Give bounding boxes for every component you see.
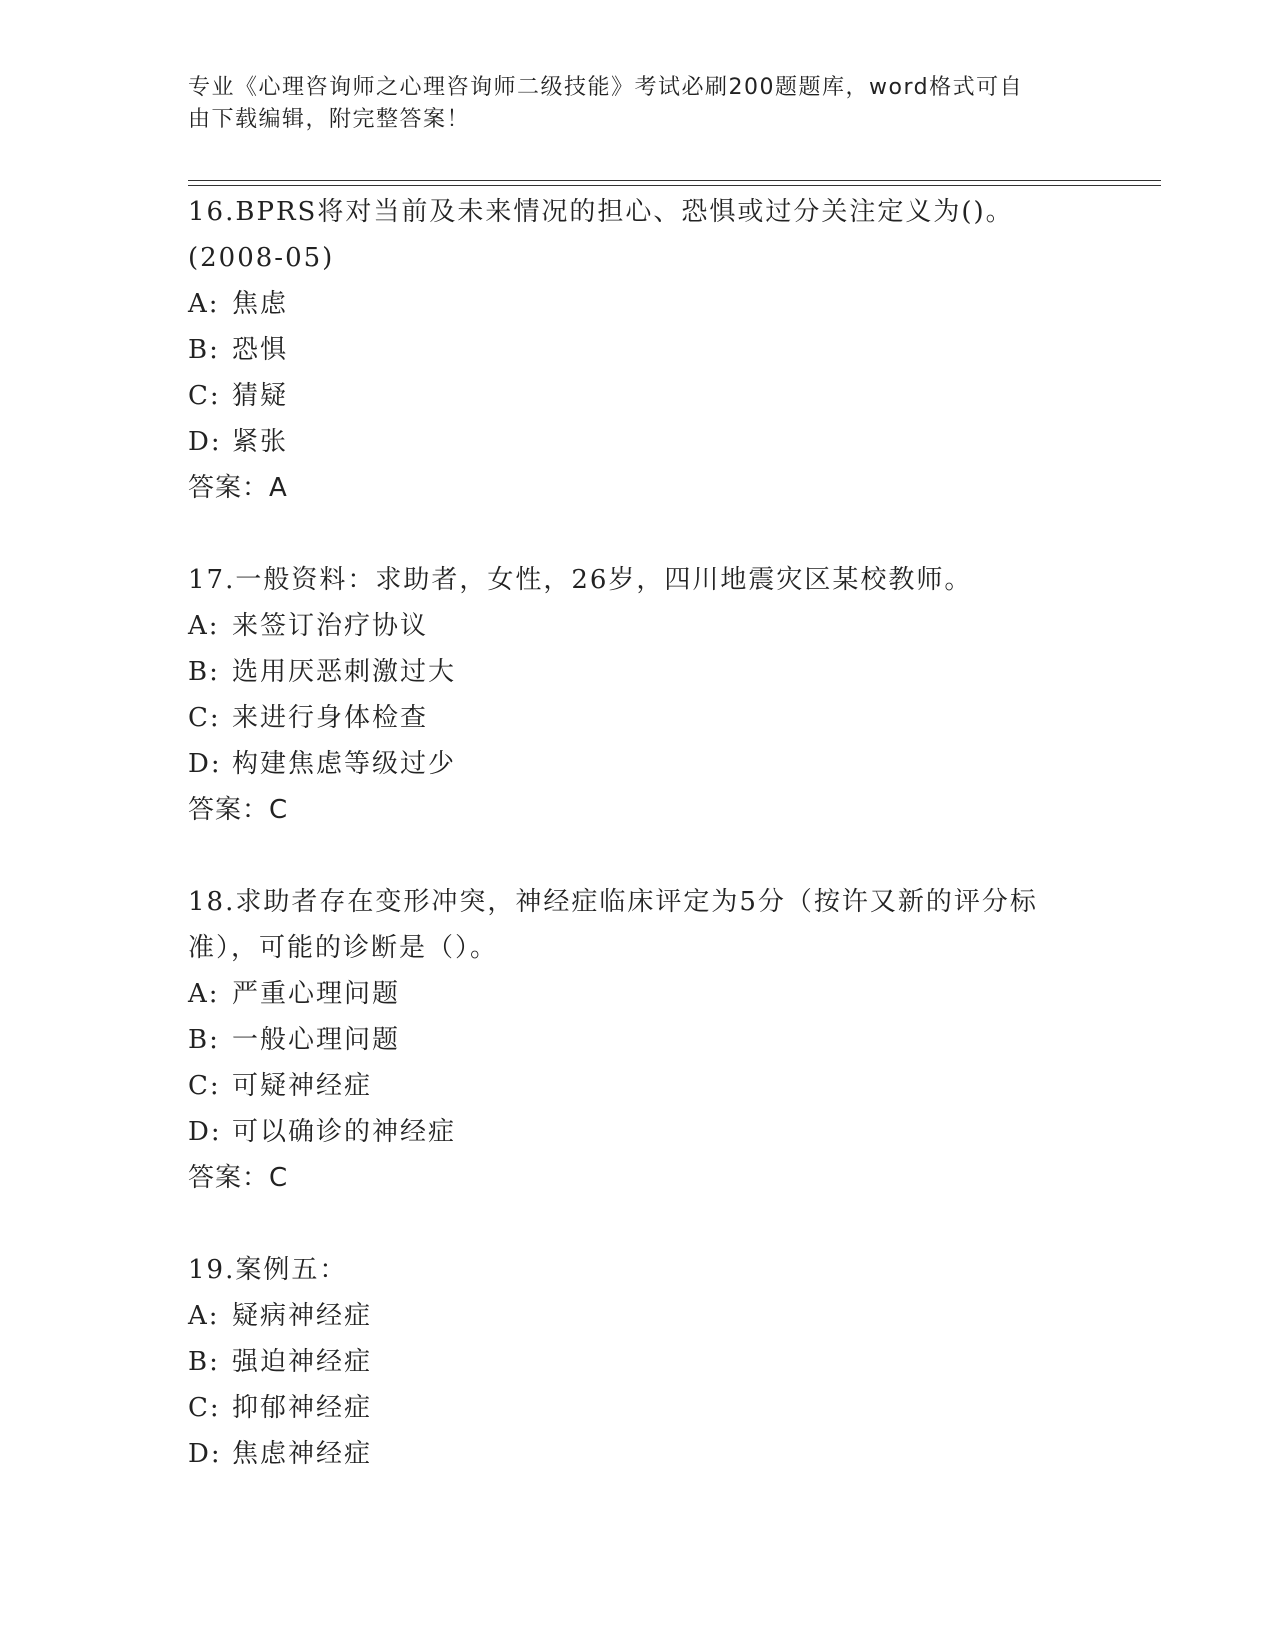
option-letter: C: (188, 381, 221, 411)
answer-line: 答案：A (188, 473, 288, 503)
question-block (188, 1247, 1088, 1477)
option-letter: C: (188, 1393, 221, 1423)
option-text: 强迫神经症 (232, 1347, 373, 1377)
header-rule-top (188, 180, 1161, 181)
question-stem: 16.BPRS将对当前及未来情况的担心、恐惧或过分关注定义为()。 (188, 197, 1014, 227)
question-stem: 18.求助者存在变形冲突，神经症临床评定为5分（按许又新的评分标 (188, 887, 1038, 917)
option-letter: D: (188, 1439, 222, 1469)
option-letter: B: (188, 1025, 220, 1055)
question-list (188, 189, 1088, 1477)
header-line-2: 由下载编辑，附完整答案！ (188, 107, 471, 132)
option-d (188, 1431, 1088, 1477)
question-block (188, 189, 1088, 511)
question-stem-continued: (2008-05) (188, 243, 335, 273)
option-letter: A: (188, 611, 220, 641)
answer-line: 答案：C (188, 1163, 289, 1193)
question-stem: 19.案例五： (188, 1255, 348, 1285)
option-letter: B: (188, 335, 220, 365)
option-text: 严重心理问题 (232, 979, 401, 1009)
option-text: 选用厌恶刺激过大 (232, 657, 457, 687)
document-header (188, 72, 1088, 136)
option-b (188, 327, 1088, 373)
option-text: 可疑神经症 (232, 1071, 373, 1101)
option-text: 一般心理问题 (232, 1025, 401, 1055)
header-rule-bottom (188, 185, 1161, 186)
option-c (188, 1063, 1088, 1109)
option-letter: A: (188, 289, 220, 319)
option-letter: D: (188, 427, 222, 457)
header-line-1: 专业《心理咨询师之心理咨询师二级技能》考试必刷200题题库，word格式可自 (188, 75, 1024, 100)
option-text: 来签订治疗协议 (232, 611, 429, 641)
question-gap (188, 511, 1088, 557)
option-b (188, 1339, 1088, 1385)
option-d (188, 419, 1088, 465)
option-text: 抑郁神经症 (232, 1393, 373, 1423)
option-d (188, 741, 1088, 787)
option-d (188, 1109, 1088, 1155)
question-block (188, 557, 1088, 833)
option-a (188, 1293, 1088, 1339)
option-text: 猜疑 (232, 381, 289, 411)
option-a (188, 281, 1088, 327)
option-c (188, 1385, 1088, 1431)
question-gap (188, 833, 1088, 879)
option-letter: A: (188, 979, 220, 1009)
option-b (188, 649, 1088, 695)
question-stem: 17.一般资料：求助者，女性，26岁，四川地震灾区某校教师。 (188, 565, 973, 595)
option-text: 疑病神经症 (232, 1301, 373, 1331)
option-letter: B: (188, 1347, 220, 1377)
question-block (188, 879, 1088, 1201)
option-text: 焦虑神经症 (232, 1439, 373, 1469)
option-c (188, 695, 1088, 741)
question-gap (188, 1201, 1088, 1247)
option-text: 构建焦虑等级过少 (232, 749, 457, 779)
option-letter: C: (188, 1071, 221, 1101)
option-a (188, 971, 1088, 1017)
option-text: 紧张 (232, 427, 289, 457)
option-a (188, 603, 1088, 649)
answer-line: 答案：C (188, 795, 289, 825)
option-text: 可以确诊的神经症 (232, 1117, 457, 1147)
option-text: 恐惧 (232, 335, 289, 365)
option-text: 来进行身体检查 (232, 703, 429, 733)
option-b (188, 1017, 1088, 1063)
option-text: 焦虑 (232, 289, 289, 319)
question-stem-continued: 准），可能的诊断是（）。 (188, 933, 499, 963)
option-letter: B: (188, 657, 220, 687)
option-letter: D: (188, 749, 222, 779)
option-letter: A: (188, 1301, 220, 1331)
option-c (188, 373, 1088, 419)
option-letter: D: (188, 1117, 222, 1147)
option-letter: C: (188, 703, 221, 733)
